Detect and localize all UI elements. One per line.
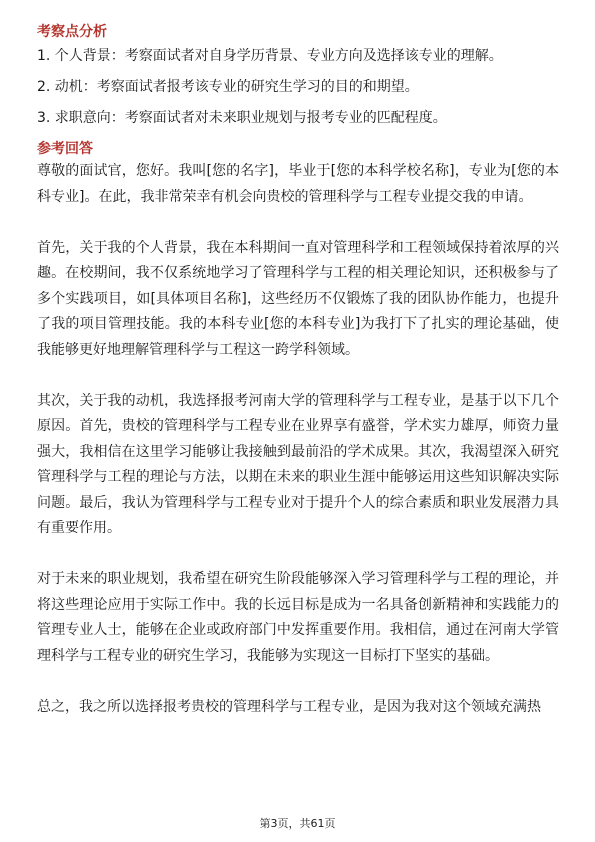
- analysis-list: [37, 46, 559, 128]
- answer-paragraph-motivation: 其次，关于我的动机，我选择报考河南大学的管理科学与工程专业，是基于以下几个原因。首先，贵校的管理科学与工程专业在业界享有盛誉，学术实力雄厚，师资力量强大，我相信在这里学习能够让我接触到最前沿的学术成果。其次，我渴望深入研究管理科学与工程的理论与方法，以期在未来的职业生涯中能够运用这些知识解决实际问题。最后，我认为管理科学与工程专业对于提升个人的综合素质和职业发展潜力具有重要作用。: [37, 392, 559, 536]
- answer-paragraph-greeting: 尊敬的面试官，您好。我叫[您的名字]，毕业于[您的本科学校名称]，专业为[您的本科专业]。在此，我非常荣幸有机会向贵校的管理科学与工程专业提交我的申请。: [37, 163, 559, 205]
- answer-paragraph-conclusion: 总之，我之所以选择报考贵校的管理科学与工程专业，是因为我对这个领域充满热: [37, 698, 541, 715]
- analysis-item-motivation: 2. 动机：考察面试者报考该专业的研究生学习的目的和期望。: [37, 79, 419, 95]
- analysis-item-background: 1. 个人背景：考察面试者对自身学历背景、专业方向及选择该专业的理解。: [37, 48, 503, 64]
- page-number-footer: 第3页，共61页: [259, 817, 336, 830]
- answer-paragraph-background: 首先，关于我的个人背景，我在本科期间一直对管理科学和工程领域保持着浓厚的兴趣。在校期间，我不仅系统地学习了管理科学与工程的相关理论知识，还积极参与了多个实践项目，如[具体项目名称]，这些经历不仅锻炼了我的团队协作能力，也提升了我的项目管理技能。我的本科专业[您的本科专业]为我打下了扎实的理论基础，使我能够更好地理解管理科学与工程这一跨学科领域。: [37, 239, 559, 358]
- document-page: [37, 22, 559, 746]
- analysis-item-career: 3. 求职意向：考察面试者对未来职业规划与报考专业的匹配程度。: [37, 110, 447, 126]
- answer-paragraph-career-plan: 对于未来的职业规划，我希望在研究生阶段能够深入学习管理科学与工程的理论，并将这些理论应用于实际工作中。我的长远目标是成为一名具备创新精神和实践能力的管理专业人士，能够在企业或政府部门中发挥重要作用。我相信，通过在河南大学管理科学与工程专业的研究生学习，我能够为实现这一目标打下坚实的基础。: [37, 571, 559, 664]
- analysis-heading: 考察点分析: [37, 24, 107, 40]
- answer-heading: 参考回答: [37, 141, 93, 157]
